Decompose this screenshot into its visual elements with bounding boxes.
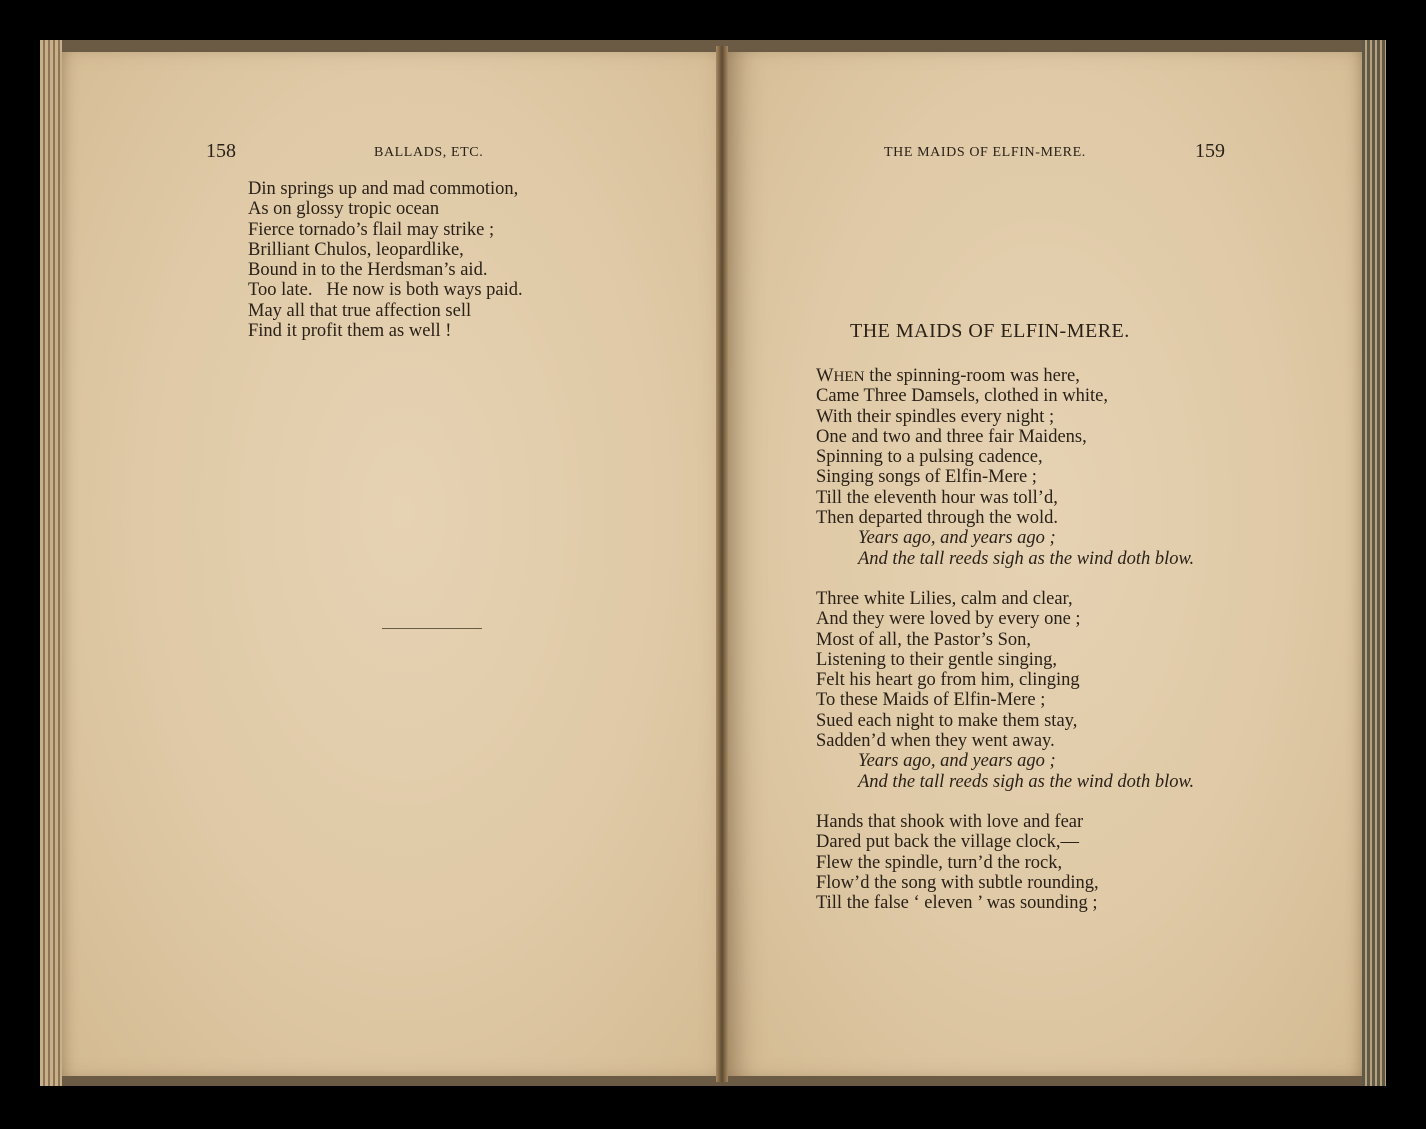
stanza-3 [816, 812, 1099, 913]
poem-line: Sued each night to make them stay, [816, 710, 1078, 731]
right-running-head: THE MAIDS OF ELFIN-MERE. [884, 145, 1086, 160]
refrain-line: And the tall reeds sigh as the wind doth blow. [858, 548, 1195, 569]
poem-line: Fierce tornado’s flail may strike ; [248, 219, 495, 240]
poem-line: Dared put back the village clock,— [816, 832, 1080, 853]
poem-line: Came Three Damsels, clothed in white, [816, 386, 1108, 407]
poem-title: THE MAIDS OF ELFIN-MERE. [850, 320, 1130, 342]
refrain-line: And the tall reeds sigh as the wind doth blow. [858, 771, 1195, 792]
page-edges-left [40, 40, 62, 1086]
left-running-head: BALLADS, ETC. [374, 145, 484, 160]
left-poem-lines [248, 179, 523, 341]
poem-line: With their spindles every night ; [816, 406, 1055, 427]
section-divider [382, 628, 482, 629]
poem-line: To these Maids of Elfin-Mere ; [816, 690, 1046, 711]
poem-line: May all that true affection sell [248, 300, 472, 321]
book-gutter [716, 46, 728, 1082]
stanza-1 [816, 366, 1194, 569]
right-page-number: 159 [1195, 140, 1225, 162]
poem-line: Brilliant Chulos, leopardlike, [248, 239, 464, 260]
poem-line: Flew the spindle, turn’d the rock, [816, 852, 1063, 873]
poem-line: Felt his heart go from him, clinging [816, 670, 1080, 691]
poem-line: Singing songs of Elfin-Mere ; [816, 467, 1037, 488]
poem-line: Find it profit them as well ! [248, 321, 452, 342]
stanza-2 [816, 589, 1194, 792]
poem-line: Bound in to the Herdsman’s aid. [248, 260, 488, 281]
poem-line: Most of all, the Pastor’s Son, [816, 629, 1031, 650]
poem-line: Hands that shook with love and fear [816, 812, 1084, 832]
poem-line: Flow’d the song with subtle rounding, [816, 872, 1099, 893]
poem-line: One and two and three fair Maidens, [816, 426, 1087, 447]
refrain-line: Years ago, and years ago ; [858, 528, 1056, 549]
poem-line: Then departed through the wold. [816, 508, 1058, 529]
small-caps-word: HEN [833, 368, 865, 385]
poem-line: Till the eleventh hour was toll’d, [816, 487, 1058, 508]
first-line-rest: the spinning-room was here, [864, 366, 1080, 386]
poem-line: And they were loved by every one ; [816, 609, 1081, 630]
poem-line: Till the false ‘ eleven ’ was sounding ; [816, 893, 1098, 914]
left-page-number: 158 [206, 140, 236, 162]
refrain-line: Years ago, and years ago ; [858, 751, 1056, 772]
initial-letter: W [816, 366, 834, 386]
poem-line-first [816, 366, 1194, 386]
poem-line: Spinning to a pulsing cadence, [816, 447, 1043, 468]
page-edges-right [1362, 40, 1386, 1086]
poem-line: As on glossy tropic ocean [248, 199, 440, 220]
poem-line: Listening to their gentle singing, [816, 649, 1057, 670]
poem-line: Sadden’d when they went away. [816, 731, 1055, 752]
poem-line: Too late. He now is both ways paid. [248, 280, 523, 301]
poem-line: Din springs up and mad commotion, [248, 179, 519, 199]
poem-line: Three white Lilies, calm and clear, [816, 589, 1073, 609]
